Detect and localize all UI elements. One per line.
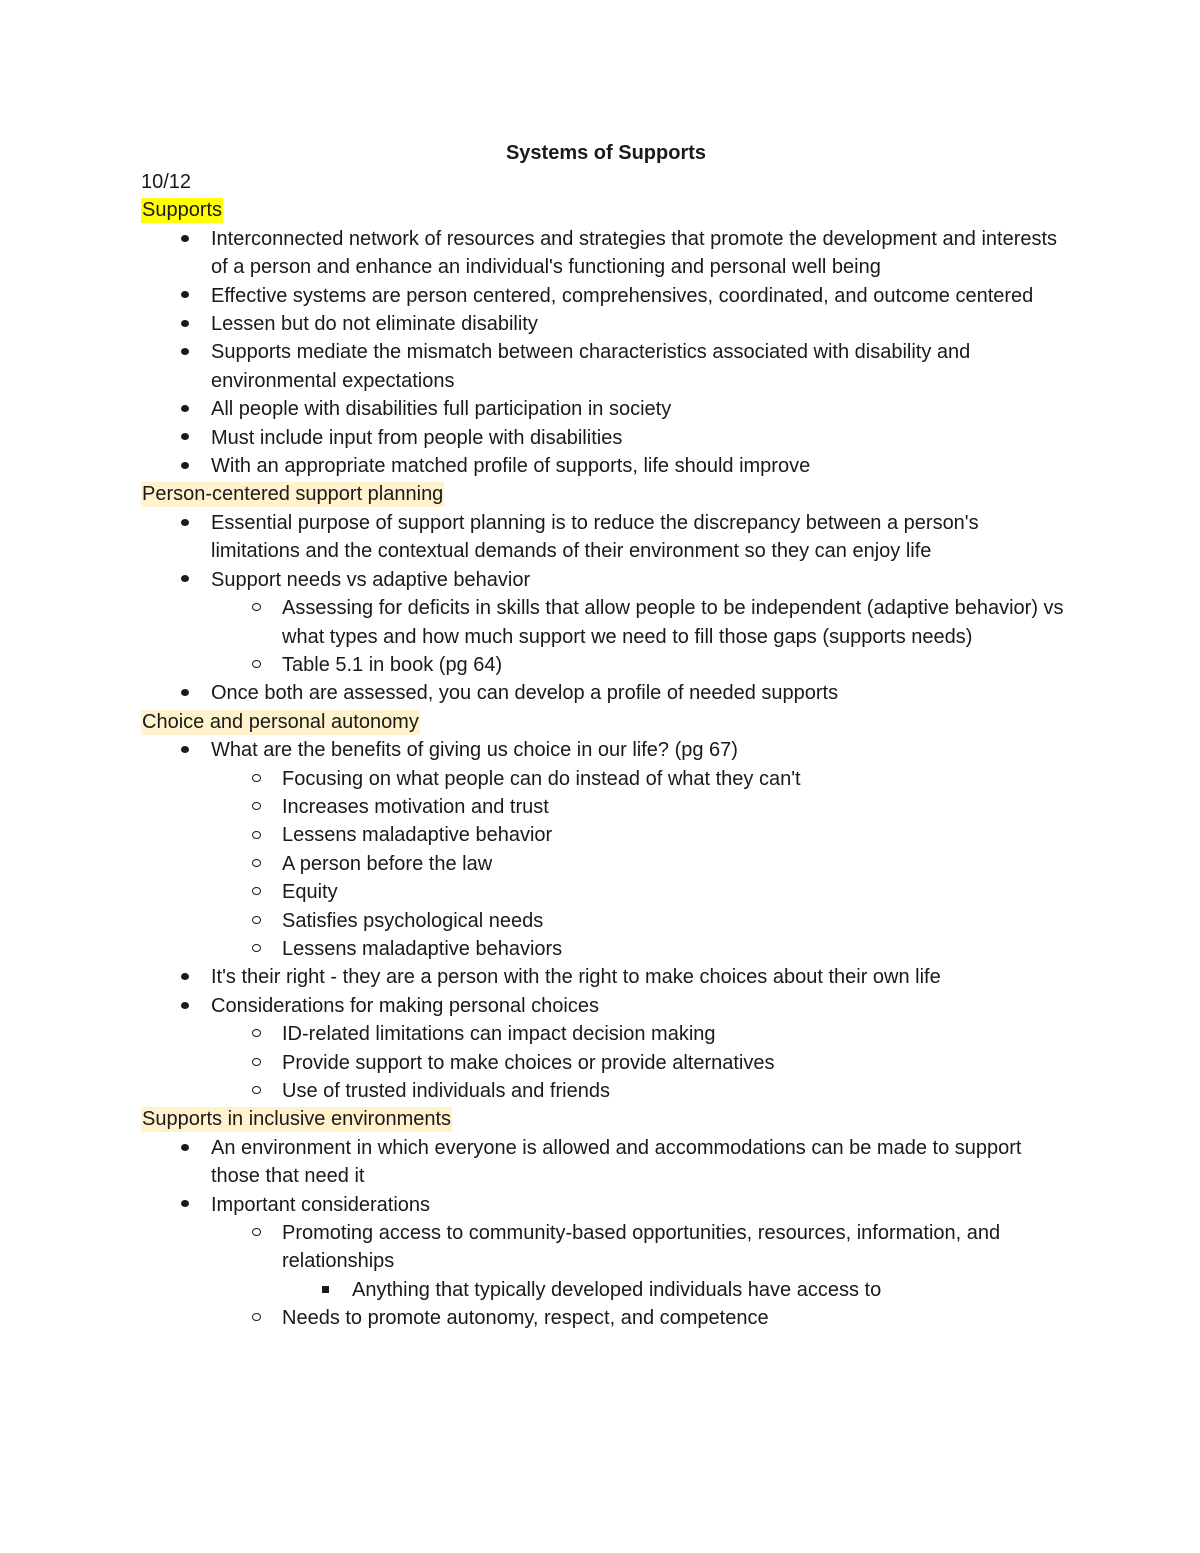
sublist-wrapper — [141, 1276, 1071, 1304]
section-heading-text: Supports — [142, 199, 223, 222]
list-item-text: Promoting access to community-based opportunities, resources, information, and relationships — [282, 1222, 1001, 1273]
bullet-icon — [175, 509, 195, 537]
list-item-text: Lessens maladaptive behavior — [282, 824, 553, 847]
list-item — [141, 850, 1071, 878]
bullet-icon — [175, 225, 195, 253]
list-item — [141, 452, 1071, 480]
list-item-text: Equity — [282, 881, 338, 904]
sections-container — [141, 196, 1071, 1332]
list-item-text: Table 5.1 in book (pg 64) — [282, 653, 503, 676]
level-2-list — [141, 594, 1071, 679]
list-item-text: All people with disabilities full participation in society — [211, 398, 672, 421]
list-item — [141, 1304, 1071, 1332]
list-item-text: Once both are assessed, you can develop a profile of needed supports — [211, 682, 839, 705]
level-1-list — [141, 1134, 1071, 1333]
list-item — [141, 225, 1071, 282]
bullet-icon — [175, 736, 195, 764]
bullet-icon — [246, 594, 266, 622]
document-body — [141, 139, 1071, 1333]
list-item-text: Lessen but do not eliminate disability — [211, 313, 538, 336]
list-item-text: Interconnected network of resources and strategies that promote the development and interests of a person and enhance an individual's functioning and personal well being — [211, 227, 1058, 279]
list-item-text: Essential purpose of support planning is to reduce the discrepancy between a person's limitations and the contextual demands of their environment so they can enjoy life — [211, 511, 979, 563]
bullet-icon — [246, 651, 266, 679]
sublist-wrapper — [141, 594, 1071, 679]
list-item-text: Increases motivation and trust — [282, 795, 549, 818]
list-item — [141, 963, 1071, 991]
bullet-icon — [175, 310, 195, 338]
bullet-icon — [246, 935, 266, 963]
list-item — [141, 821, 1071, 849]
bullet-icon — [246, 850, 266, 878]
bullet-icon — [175, 452, 195, 480]
sublist-wrapper — [141, 1020, 1071, 1105]
list-item — [141, 907, 1071, 935]
list-item-text: A person before the law — [282, 852, 493, 875]
list-item — [141, 310, 1071, 338]
bullet-icon — [246, 1020, 266, 1048]
bullet-icon — [175, 1134, 195, 1162]
list-item-text: Lessens maladaptive behaviors — [282, 937, 563, 960]
list-item-text: ID-related limitations can impact decision making — [282, 1023, 716, 1046]
section-heading — [141, 1105, 1071, 1133]
list-item — [141, 594, 1071, 651]
list-item — [141, 736, 1071, 764]
bullet-icon — [175, 338, 195, 366]
section-heading-text: Person-centered support planning — [142, 483, 444, 506]
list-item-text: Support needs vs adaptive behavior — [211, 568, 531, 591]
list-item — [141, 1020, 1071, 1048]
list-item-text: Considerations for making personal choices — [211, 994, 599, 1017]
bullet-icon — [246, 1219, 266, 1247]
section-heading-text: Supports in inclusive environments — [142, 1108, 452, 1131]
list-item — [141, 1077, 1071, 1105]
level-3-list — [141, 1276, 1071, 1304]
list-item — [141, 566, 1071, 594]
level-1-list — [141, 225, 1071, 481]
bullet-icon — [246, 1304, 266, 1332]
list-item — [141, 424, 1071, 452]
section-heading-text: Choice and personal autonomy — [142, 710, 419, 733]
level-2-list — [141, 1219, 1071, 1333]
list-item-text: It's their right - they are a person with the right to make choices about their own life — [211, 966, 941, 989]
sublist-wrapper — [141, 765, 1071, 964]
bullet-icon — [246, 907, 266, 935]
list-item-text: Anything that typically developed individuals have access to — [352, 1278, 882, 1301]
level-2-list — [141, 1020, 1071, 1105]
list-item — [141, 992, 1071, 1020]
bullet-icon — [246, 765, 266, 793]
list-item — [141, 878, 1071, 906]
bullet-icon — [175, 395, 195, 423]
level-1-list — [141, 736, 1071, 1105]
list-item-text: Needs to promote autonomy, respect, and competence — [282, 1307, 769, 1330]
bullet-icon — [175, 424, 195, 452]
list-item-text: Assessing for deficits in skills that allow people to be independent (adaptive behavior) vs what types and how much support we need to fill those gaps (supports needs) — [282, 597, 1064, 648]
list-item-text: Supports mediate the mismatch between characteristics associated with disability and environmental expectations — [211, 341, 971, 392]
list-item-text: Use of trusted individuals and friends — [282, 1080, 610, 1102]
list-item — [141, 765, 1071, 793]
list-item — [141, 1219, 1071, 1276]
list-item — [141, 935, 1071, 963]
list-item-text: Satisfies psychological needs — [282, 909, 544, 932]
list-item-text: Focusing on what people can do instead of what they can't — [282, 767, 801, 790]
list-item-text: With an appropriate matched profile of supports, life should improve — [211, 455, 811, 478]
list-item — [141, 1049, 1071, 1077]
bullet-icon — [175, 963, 195, 991]
bullet-icon — [175, 679, 195, 707]
list-item — [141, 1191, 1071, 1219]
list-item — [141, 793, 1071, 821]
section-heading — [141, 196, 1071, 224]
list-item — [141, 1276, 1071, 1304]
bullet-icon — [315, 1276, 335, 1304]
note-date: 10/12 — [141, 171, 192, 193]
bullet-icon — [175, 282, 195, 310]
section-heading — [141, 480, 1071, 508]
list-item-text: Must include input from people with disabilities — [211, 426, 623, 449]
list-item-text: What are the benefits of giving us choice in our life? (pg 67) — [211, 739, 738, 762]
sublist-wrapper — [141, 1219, 1071, 1333]
level-1-list — [141, 509, 1071, 708]
list-item-text: Effective systems are person centered, comprehensives, coordinated, and outcome centered — [211, 284, 1034, 307]
bullet-icon — [175, 1191, 195, 1219]
list-item — [141, 338, 1071, 395]
bullet-icon — [175, 566, 195, 594]
list-item — [141, 679, 1071, 707]
list-item-text: An environment in which everyone is allowed and accommodations can be made to support those that need it — [211, 1136, 1022, 1188]
level-2-list — [141, 765, 1071, 964]
bullet-icon — [246, 1049, 266, 1077]
bullet-icon — [246, 821, 266, 849]
list-item — [141, 1134, 1071, 1191]
list-item — [141, 509, 1071, 566]
section-heading — [141, 708, 1071, 736]
list-item — [141, 282, 1071, 310]
list-item-text: Important considerations — [211, 1193, 431, 1216]
bullet-icon — [175, 992, 195, 1020]
list-item — [141, 395, 1071, 423]
bullet-icon — [246, 1077, 266, 1105]
list-item — [141, 651, 1071, 679]
bullet-icon — [246, 793, 266, 821]
document-title: Systems of Supports — [505, 142, 707, 164]
bullet-icon — [246, 878, 266, 906]
list-item-text: Provide support to make choices or provide alternatives — [282, 1051, 775, 1074]
